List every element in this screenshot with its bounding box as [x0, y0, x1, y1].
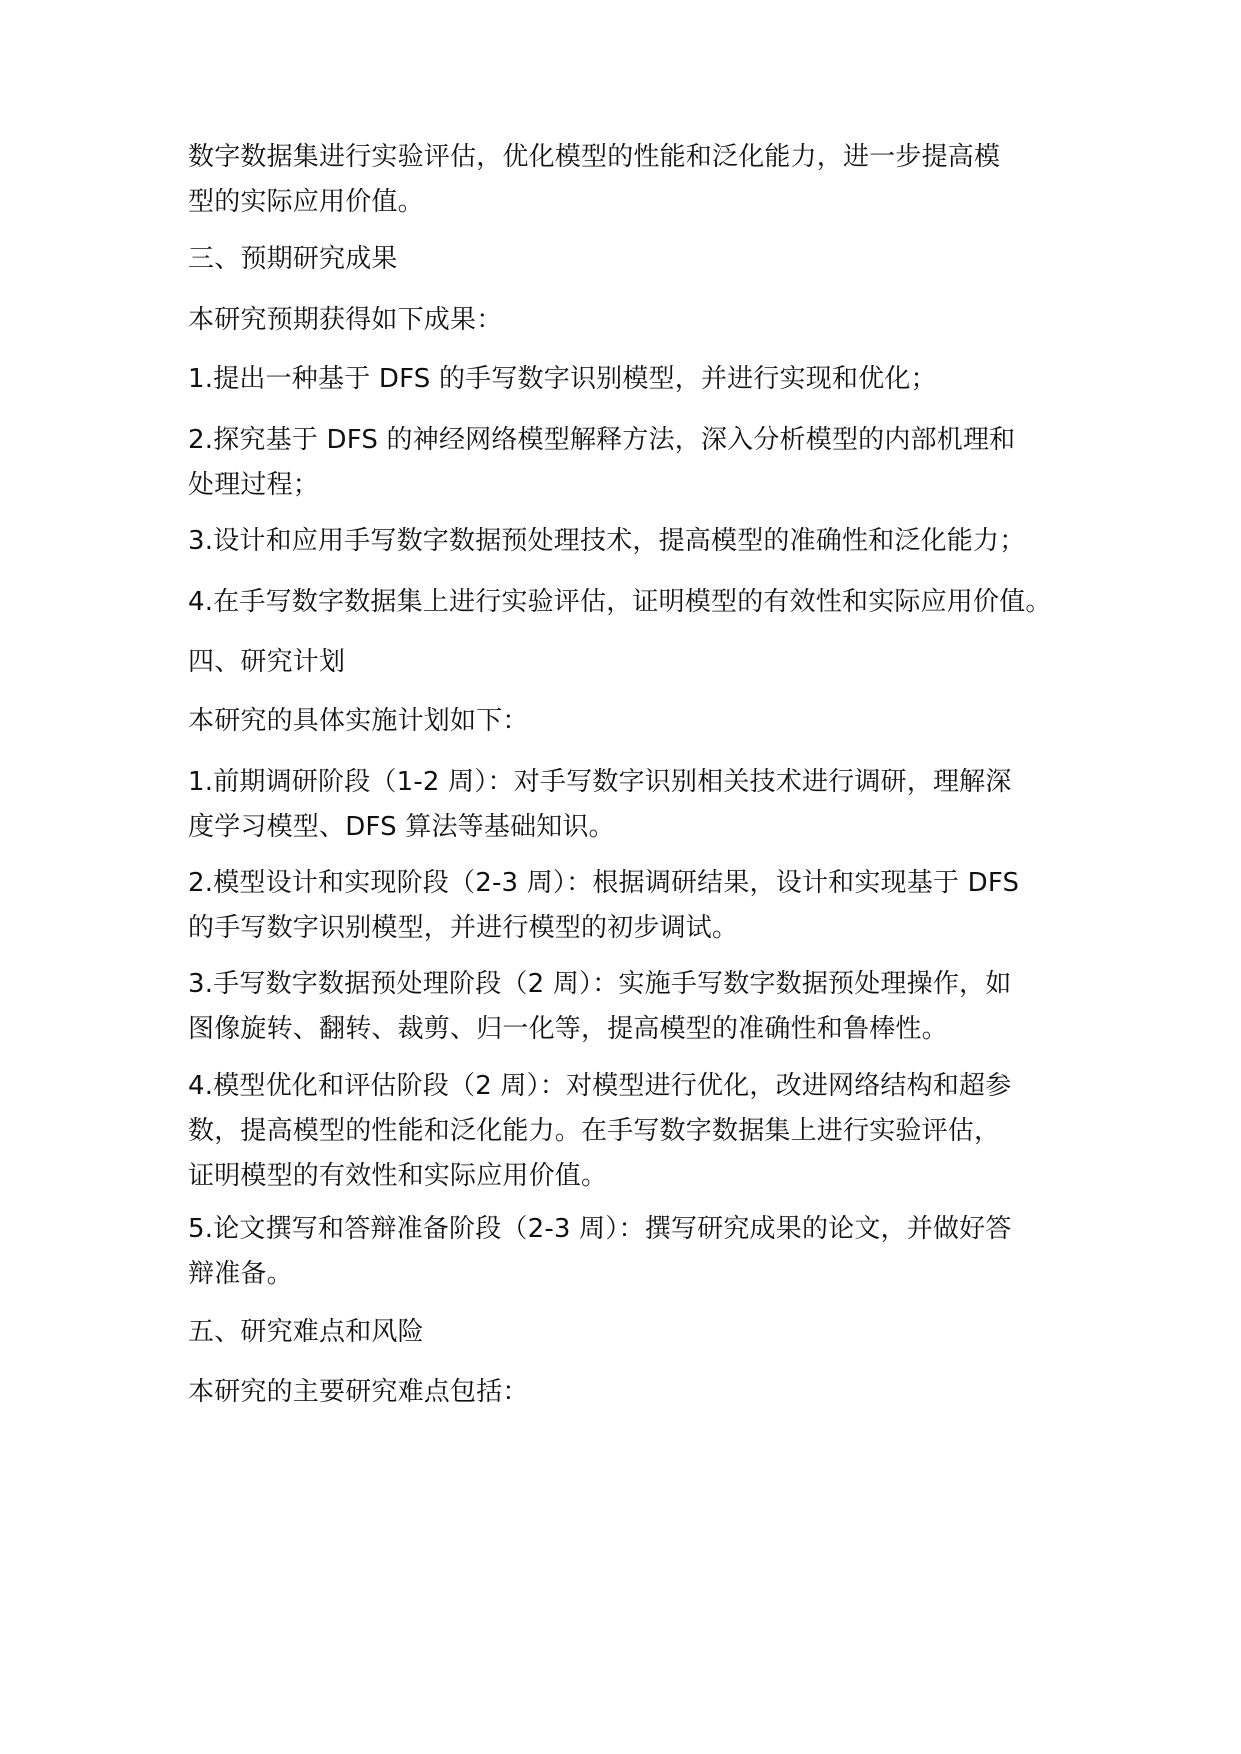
paragraph-plan-intro	[188, 699, 1088, 744]
text-line: 数，提高模型的性能和泛化能力。在手写数字数据集上进行实验评估，	[188, 1116, 1001, 1146]
text-line: 1.提出一种基于 DFS 的手写数字识别模型，并进行实现和优化；	[188, 364, 937, 394]
list-item-plan-3	[188, 962, 1088, 1052]
text-line: 2.探究基于 DFS 的神经网络模型解释方法，深入分析模型的内部机理和	[188, 425, 1016, 455]
text-line: 4.模型优化和评估阶段（2 周）：对模型进行优化，改进网络结构和超参	[188, 1071, 1012, 1101]
heading-text: 三、预期研究成果	[188, 244, 398, 274]
text-line: 本研究的主要研究难点包括：	[188, 1377, 529, 1407]
list-item-plan-1	[188, 760, 1088, 850]
text-line: 本研究的具体实施计划如下：	[188, 706, 529, 736]
text-line: 2.模型设计和实现阶段（2-3 周）：根据调研结果，设计和实现基于 DFS	[188, 868, 1020, 898]
heading-text: 五、研究难点和风险	[188, 1317, 424, 1347]
section-heading-difficulties-risks	[188, 1310, 1088, 1355]
text-line: 图像旋转、翻转、裁剪、归一化等，提高模型的准确性和鲁棒性。	[188, 1014, 948, 1044]
section-heading-expected-results	[188, 237, 1088, 282]
list-item-plan-4	[188, 1064, 1088, 1199]
list-item-result-1	[188, 357, 1088, 402]
text-line: 3.手写数字数据预处理阶段（2 周）：实施手写数字数据预处理操作，如	[188, 969, 1012, 999]
list-item-result-2	[188, 418, 1088, 508]
text-line: 度学习模型、DFS 算法等基础知识。	[188, 812, 615, 842]
text-line: 证明模型的有效性和实际应用价值。	[188, 1161, 608, 1191]
list-item-result-3	[188, 519, 1088, 564]
text-line: 4.在手写数字数据集上进行实验评估，证明模型的有效性和实际应用价值。	[188, 587, 1052, 617]
text-line: 型的实际应用价值。	[188, 187, 424, 217]
section-heading-research-plan	[188, 640, 1088, 685]
list-item-result-4	[188, 580, 1088, 625]
text-line: 的手写数字识别模型，并进行模型的初步调试。	[188, 913, 739, 943]
heading-text: 四、研究计划	[188, 647, 346, 677]
paragraph-difficulties-intro	[188, 1370, 1088, 1415]
paragraph-continuation	[188, 135, 1088, 225]
text-line: 辩准备。	[188, 1259, 293, 1289]
text-line: 1.前期调研阶段（1-2 周）：对手写数字识别相关技术进行调研，理解深	[188, 767, 1012, 797]
text-line: 本研究预期获得如下成果：	[188, 305, 503, 335]
text-line: 处理过程；	[188, 470, 320, 500]
text-line: 5.论文撰写和答辩准备阶段（2-3 周）：撰写研究成果的论文，并做好答	[188, 1214, 1012, 1244]
paragraph-results-intro	[188, 298, 1088, 343]
list-item-plan-5	[188, 1207, 1088, 1297]
text-line: 数字数据集进行实验评估，优化模型的性能和泛化能力，进一步提高模	[188, 142, 1001, 172]
list-item-plan-2	[188, 861, 1088, 951]
text-line: 3.设计和应用手写数字数据预处理技术，提高模型的准确性和泛化能力；	[188, 526, 1026, 556]
